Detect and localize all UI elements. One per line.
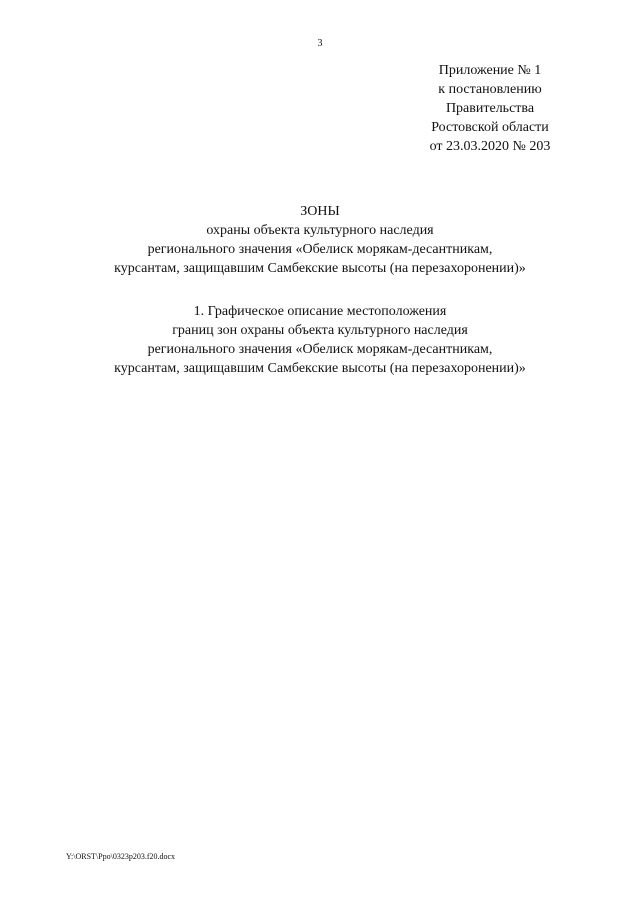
title-line-3: курсантам, защищавшим Самбекские высоты (на перезахоронении)»	[114, 261, 526, 276]
appendix-line-5: от 23.03.2020 № 203	[429, 139, 551, 154]
file-path-footer: Y:\ORST\Ppo\0323p203.f20.docx	[66, 852, 176, 861]
title-line-1: охраны объекта культурного наследия	[206, 223, 434, 238]
title-line-2: регионального значения «Обелиск морякам-десантникам,	[147, 242, 493, 257]
document-title	[0, 202, 640, 278]
appendix-line-4: Ростовской области	[431, 120, 549, 135]
appendix-line-3: Правительства	[445, 101, 535, 116]
page-number: 3	[317, 38, 323, 49]
title-heading: ЗОНЫ	[300, 204, 340, 219]
appendix-reference	[390, 61, 590, 156]
section-heading	[0, 302, 640, 378]
section-line-3: регионального значения «Обелиск морякам-десантникам,	[147, 342, 493, 357]
appendix-line-2: к постановлению	[438, 82, 542, 97]
section-line-1: 1. Графическое описание местоположения	[193, 304, 447, 319]
appendix-line-1: Приложение № 1	[438, 63, 542, 78]
section-line-4: курсантам, защищавшим Самбекские высоты (на перезахоронении)»	[114, 361, 526, 376]
section-line-2: границ зон охраны объекта культурного наследия	[172, 323, 468, 338]
